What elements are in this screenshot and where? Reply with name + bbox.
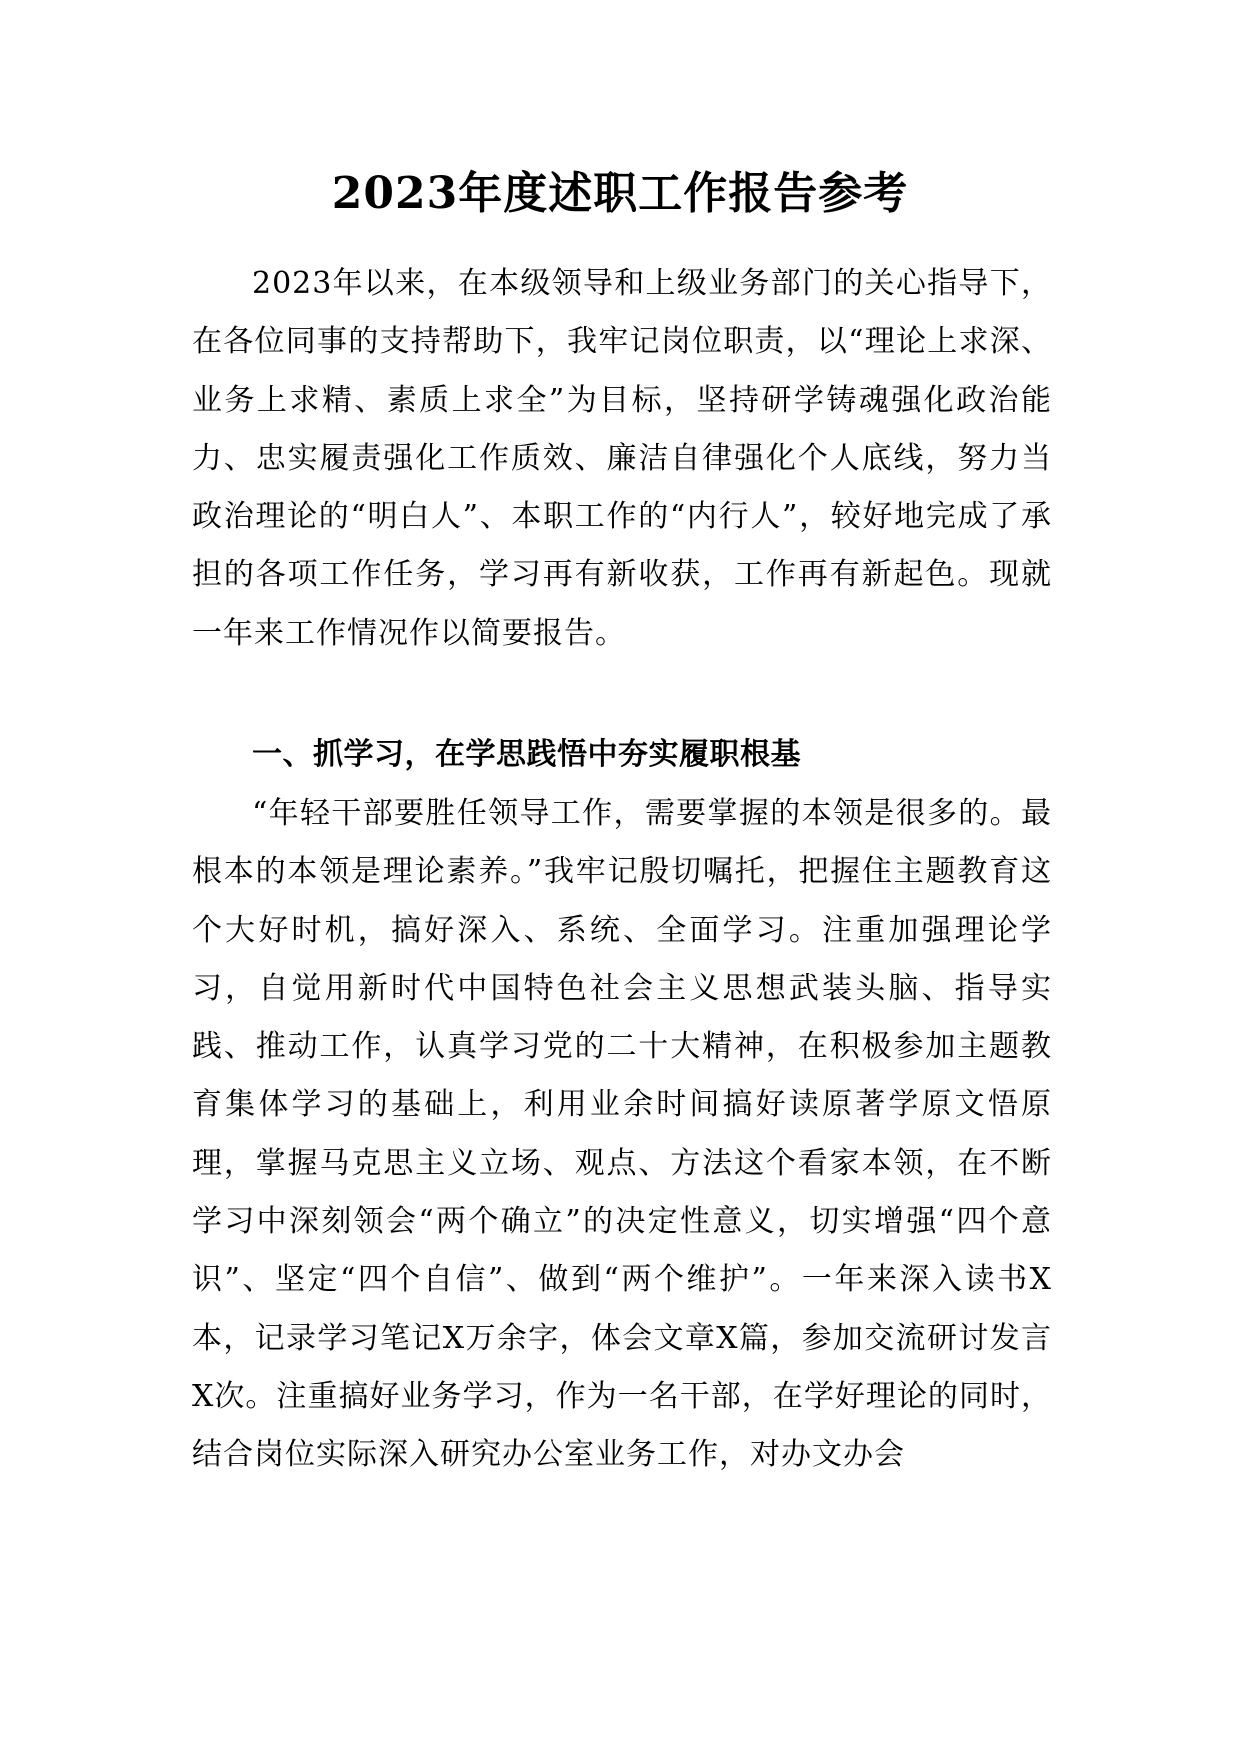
intro-paragraph: 2023年以来，在本级领导和上级业务部门的关心指导下，在各位同事的支持帮助下，我牢记岗位职责，以“理论上求深、业务上求精、素质上求全”为目标，坚持研学铸魂强化政治能力、忠实履责强化工作质效、廉洁自律强化个人底线，努力当政治理论的“明白人”、本职工作的“内行人”，较好地完成了承担的各项工作任务，学习再有新收获，工作再有新起色。现就一年来工作情况作以简要报告。 [192, 266, 1052, 651]
section-body-paragraph: “年轻干部要胜任领导工作，需要掌握的本领是很多的。最根本的本领是理论素养。”我牢记殷切嘱托，把握住主题教育这个大好时机，搞好深入、系统、全面学习。注重加强理论学习，自觉用新时代中国特色社会主义思想武装头脑、指导实践、推动工作，认真学习党的二十大精神，在积极参加主题教育集体学习的基础上，利用业余时间搞好读原著学原文悟原理，掌握马克思主义立场、观点、方法这个看家本领，在不断学习中深刻领会“两个确立”的决定性意义，切实增强“四个意识”、坚定“四个自信”、做到“两个维护”。一年来深入读书X本，记录学习笔记X万余字，体会文章X篇，参加交流研讨发言X次。注重搞好业务学习，作为一名干部，在学好理论的同时，结合岗位实际深入研究办公室业务工作，对办文办会 [192, 796, 1052, 1473]
section-heading: 一、抓学习，在学思践悟中夯实履职根基 [252, 737, 801, 772]
document-title: 2023年度述职工作报告参考 [331, 168, 909, 219]
